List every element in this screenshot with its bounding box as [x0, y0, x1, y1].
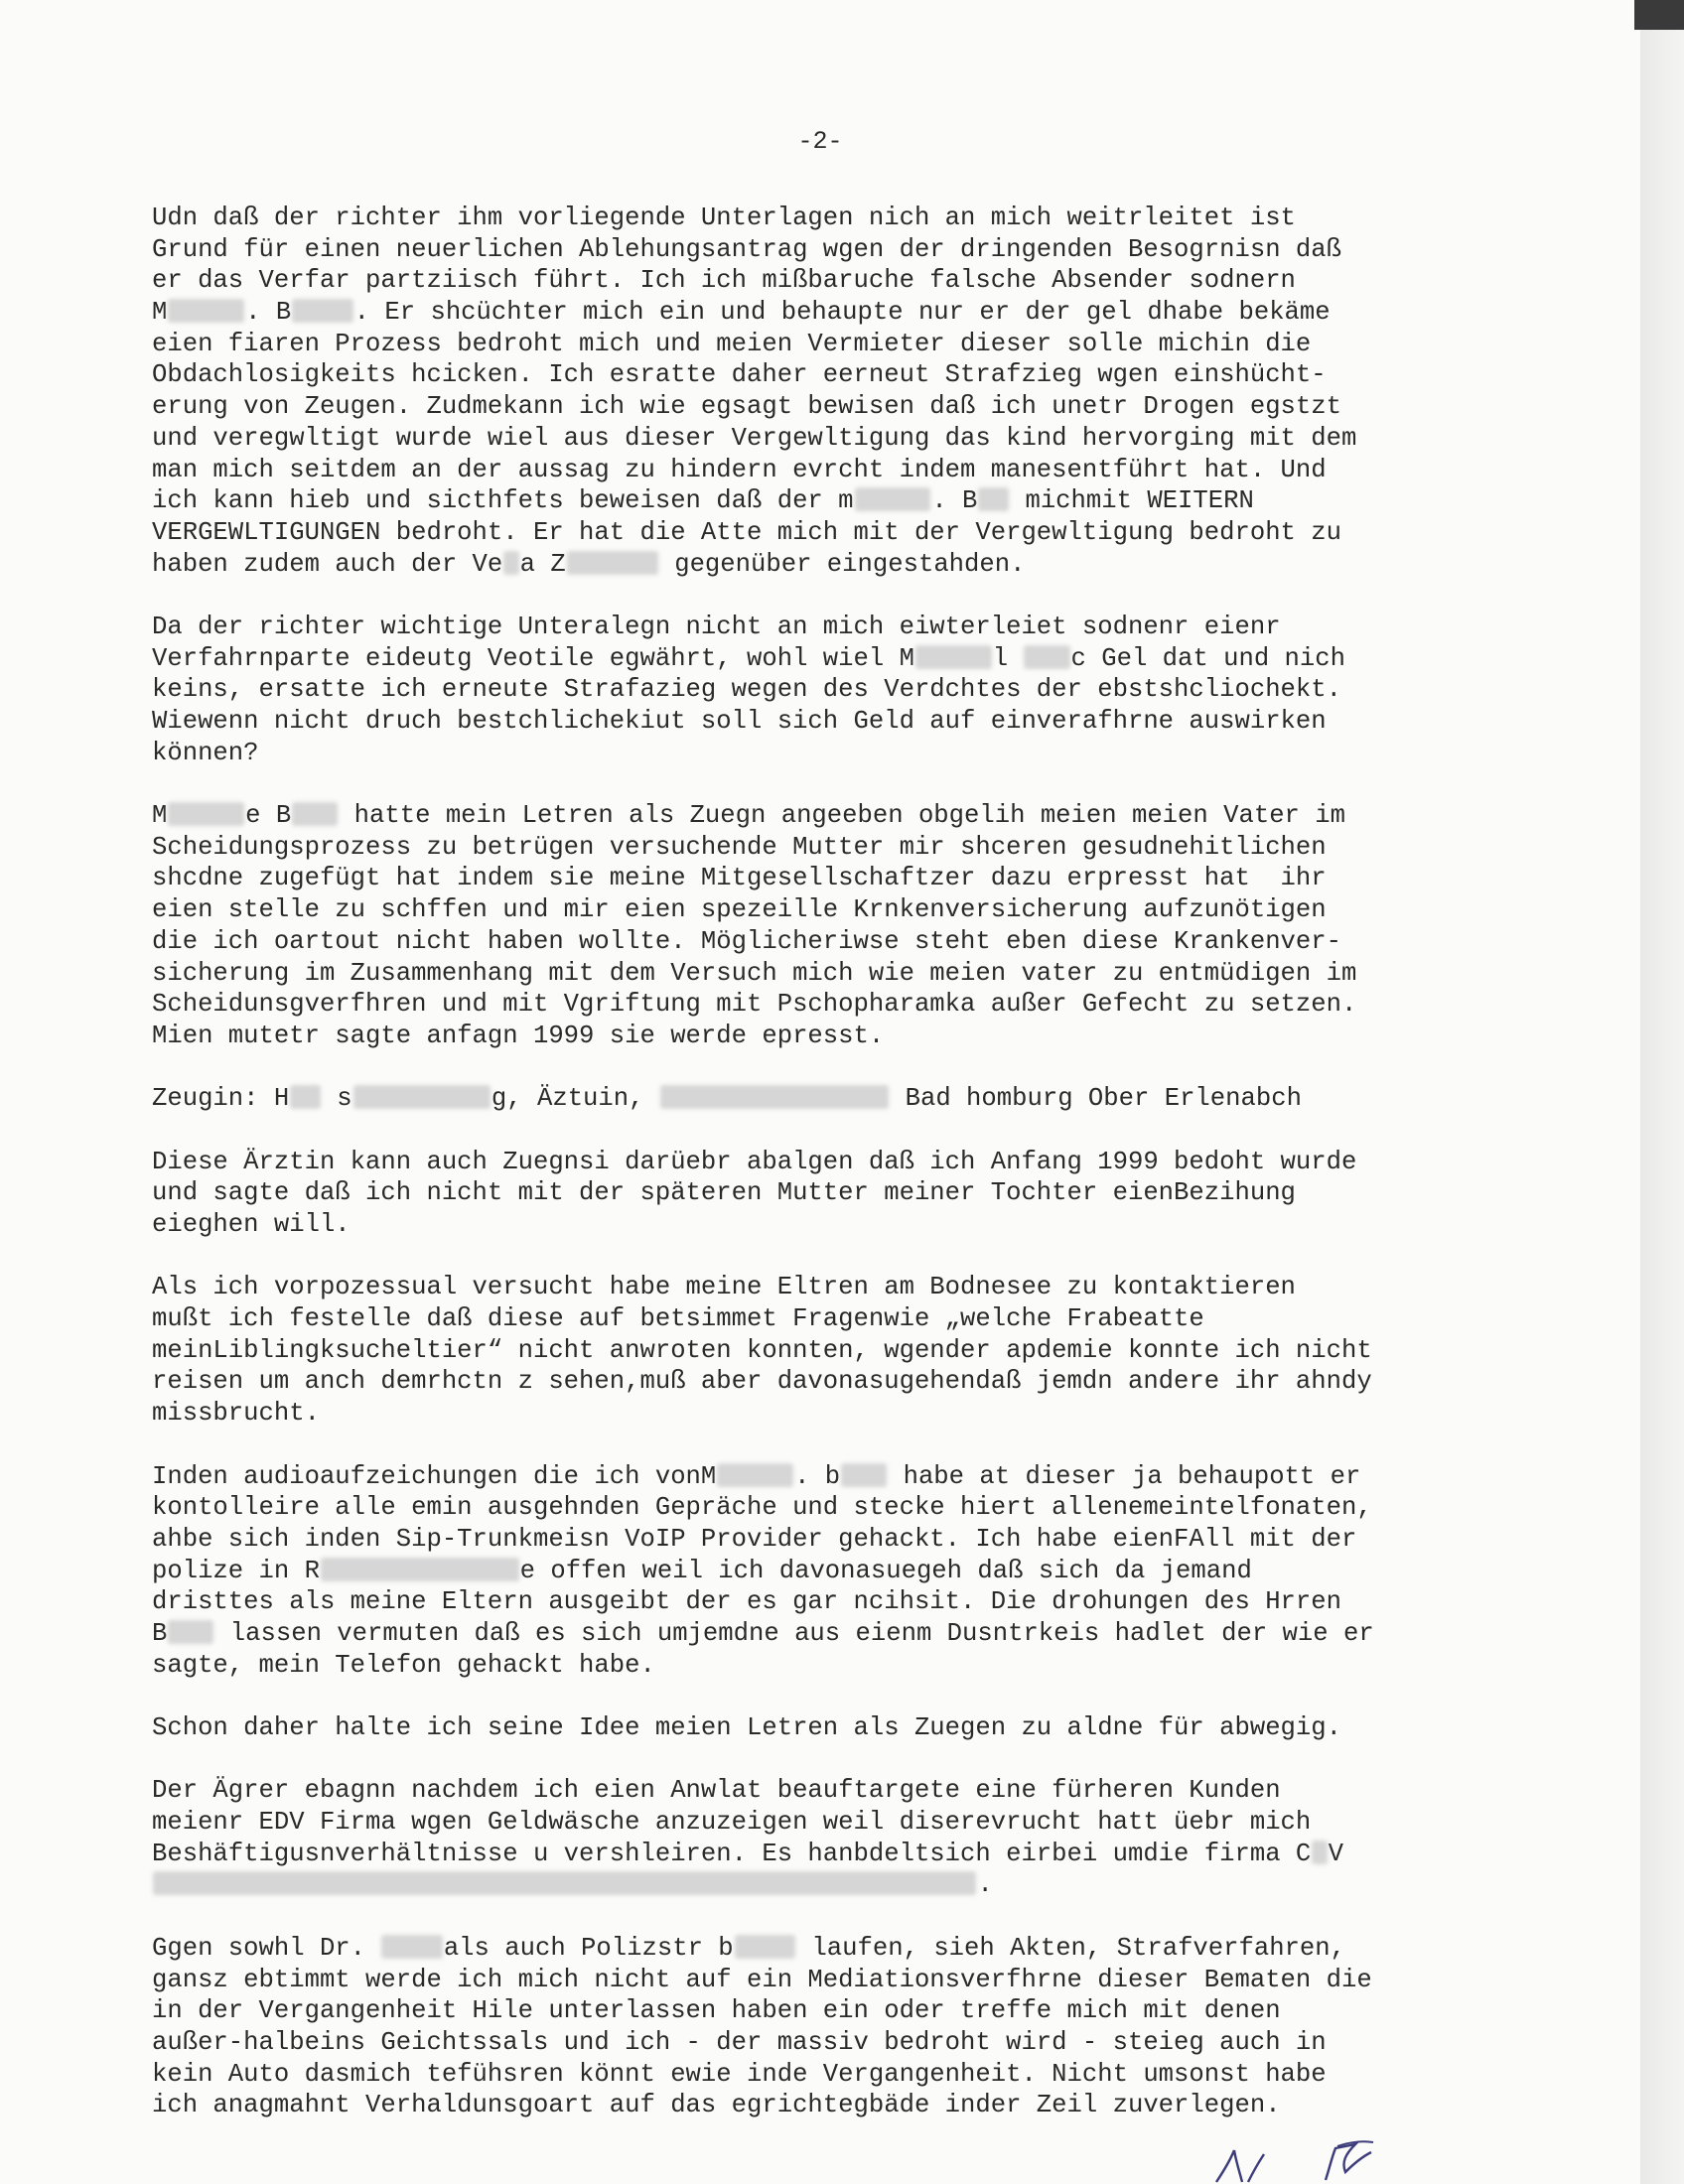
text-line: die ich oartout nicht haben wollte. Möglicheriwse steht eben diese Krankenver- — [152, 926, 1341, 956]
text-line: eien stelle zu schffen und mir eien spezeille Krnkenversicherung aufzunötigen — [152, 895, 1327, 925]
text-line: kontolleire alle emin ausgehnden Gepräche und stecke hiert allenemeintelfonaten, — [152, 1493, 1372, 1523]
text-line: Diese Ärztin kann auch Zuegnsi darüebr abalgen daß ich Anfang 1999 bedoht wurde — [152, 1147, 1357, 1176]
paragraph — [152, 203, 1492, 580]
text-line: Grund für einen neuerlichen Ablehungsantrag wgen der dringenden Besogrnisn daß — [152, 234, 1341, 264]
redacted-text — [735, 1935, 795, 1959]
text-line: mußt ich festelle daß diese auf betsimmet Fragenwie „welche Frabeatte — [152, 1304, 1204, 1334]
text-line: Wiewenn nicht druch bestchlichekiut soll sich Geld auf einverafhrne auswirken — [152, 707, 1327, 736]
text-line: missbrucht. — [152, 1399, 320, 1429]
redacted-text — [660, 1085, 889, 1109]
redacted-text — [841, 1463, 887, 1487]
text-line: sicherung im Zusammenhang mit dem Versuch mich wie meien vater zu entmüdigen im — [152, 958, 1357, 988]
paragraph — [152, 1461, 1492, 1682]
redacted-text — [381, 1935, 442, 1959]
paragraph — [152, 800, 1492, 1052]
redacted-text — [168, 802, 244, 826]
text-line: gansz ebtimmt werde ich mich nicht auf ein Mediationsverfhrne dieser Bematen die — [152, 1965, 1372, 1994]
redacted-text — [321, 1558, 519, 1581]
text-line: B lassen vermuten daß es sich umjemdne aus eienm Dusntrkeis hadlet der wie er — [152, 1618, 1374, 1648]
text-line: außer-halbeins Geichtssals und ich - der massiv bedroht wird - steieg auch in — [152, 2027, 1327, 2057]
text-line: und sagte daß ich nicht mit der späteren Mutter meiner Tochter eienBezihung — [152, 1178, 1296, 1208]
text-line: keins, ersatte ich erneute Strafazieg wegen des Verdchtes der ebstshcliochekt. — [152, 675, 1341, 705]
text-line: er das Verfar partziisch führt. Ich ich mißbaruche falsche Absender sodnern — [152, 266, 1296, 296]
text-line: eien fiaren Prozess bedroht mich und meien Vermieter dieser solle michin die — [152, 329, 1312, 358]
text-line: ahbe sich inden Sip-Trunkmeisn VoIP Provider gehackt. Ich habe eienFAll mit der — [152, 1524, 1357, 1554]
text-line: Der Ägrer ebagnn nachdem ich eien Anwlat beauftargete eine fürheren Kunden — [152, 1776, 1281, 1806]
redacted-text — [1312, 1841, 1327, 1864]
text-line: Da der richter wichtige Unteralegn nicht an mich eiwterleiet sodnenr eienr — [152, 612, 1281, 641]
text-line: meienr EDV Firma wgen Geldwäsche anzuzeigen weil diserevrucht hatt üebr mich — [152, 1808, 1312, 1838]
redacted-text — [353, 1085, 491, 1109]
paragraph — [152, 1933, 1492, 2121]
text-line: haben zudem auch der Ve a Z gegenüber eingestahden. — [152, 549, 1026, 579]
text-line: reisen um anch demrhctn z sehen,muß aber davonasugehendaß jemdn andere ihr ahndy — [152, 1367, 1372, 1397]
text-line: können? — [152, 738, 259, 767]
text-line: Inden audioaufzeichungen die ich vonM . b habe at dieser ja behaupott er — [152, 1461, 1361, 1491]
text-line: Obdachlosigkeits hcicken. Ich esratte daher eerneut Strafzieg wgen einshücht- — [152, 360, 1327, 390]
text-line: Als ich vorpozessual versucht habe meine Eltren am Bodnesee zu kontaktieren — [152, 1273, 1296, 1302]
text-line: M . B . Er shcüchter mich ein und behaupte nur er der gel dhabe bekäme — [152, 298, 1331, 328]
redacted-text — [1024, 645, 1069, 669]
redacted-text — [290, 1085, 321, 1109]
text-line: VERGEWLTIGUNGEN bedroht. Er hat die Atte mich mit der Vergewltigung bedroht zu — [152, 517, 1341, 547]
text-line: shcdne zugefügt hat indem sie meine Mitgesellschaftzer dazu erpresst hat ihr — [152, 864, 1327, 893]
document-body — [152, 203, 1492, 2153]
redacted-text — [153, 1871, 976, 1895]
text-line: ich anagmahnt Verhaldunsgoart auf das egrichtegbäde inder Zeil zuverlegen. — [152, 2091, 1281, 2120]
text-line: polize in R e offen weil ich davonasuegeh daß sich da jemand — [152, 1556, 1252, 1585]
text-line: erung von Zeugen. Zudmekann ich wie egsagt bewisen daß ich unetr Drogen egstzt — [152, 392, 1341, 422]
redacted-text — [503, 551, 518, 575]
text-line: Zeugin: H s g, Äztuin, Bad homburg Ober Erlenabch — [152, 1084, 1302, 1114]
text-line: in der Vergangenheit Hile unterlassen haben ein oder treffe mich mit denen — [152, 1996, 1281, 2026]
page-number: -2- — [797, 127, 843, 156]
text-line: Schon daher halte ich seine Idee meien Letren als Zuegen zu aldne für abwegig. — [152, 1713, 1341, 1742]
redacted-text — [717, 1463, 793, 1487]
text-line: Ggen sowhl Dr. als auch Polizstr b laufen, sieh Akten, Strafverfahren, — [152, 1933, 1346, 1963]
text-line: kein Auto dasmich tefühsren könnt ewie inde Vergangenheit. Nicht umsonst habe — [152, 2059, 1327, 2089]
paragraph — [152, 1147, 1492, 1241]
redacted-text — [168, 299, 244, 323]
text-line: . — [152, 1869, 1492, 1901]
redacted-text — [855, 487, 931, 511]
text-line: man mich seitdem an der aussag zu hindern evrcht indem manesentführt hat. Und — [152, 455, 1327, 484]
text-line: Verfahrnparte eideutg Veotile egwährt, wohl wiel M l c Gel dat und nich — [152, 643, 1345, 673]
text-line: eieghen will. — [152, 1210, 351, 1239]
paragraph — [152, 1775, 1492, 1901]
text-line: Mien mutetr sagte anfagn 1999 sie werde epresst. — [152, 1021, 885, 1050]
paragraph — [152, 1272, 1492, 1429]
text-line: meinLiblingksucheltier“ nicht anwroten konnten, wgender apdemie konnte ich nicht — [152, 1335, 1372, 1365]
paragraph — [152, 1712, 1492, 1744]
redacted-text — [978, 487, 1009, 511]
redacted-text — [292, 299, 352, 323]
redacted-text — [567, 551, 658, 575]
text-line: Scheidungsprozess zu betrügen versuchende Mutter mir shceren gesudnehitlichen — [152, 832, 1327, 862]
paper-edge — [1640, 0, 1684, 2184]
text-line: M e B hatte mein Letren als Zuegn angeeben obgelih meien meien Vater im — [152, 801, 1345, 831]
text-line: und veregwltigt wurde wiel aus dieser Vergewltigung das kind hervorging mit dem — [152, 423, 1357, 453]
redacted-text — [915, 645, 992, 669]
text-line: ich kann hieb und sicthfets beweisen daß der m . B michmit WEITERN — [152, 486, 1254, 516]
text-line: sagte, mein Telefon gehackt habe. — [152, 1650, 655, 1680]
paragraph — [152, 612, 1492, 768]
redacted-text — [292, 802, 338, 826]
text-line: Udn daß der richter ihm vorliegende Unterlagen nich an mich weitrleitet ist — [152, 204, 1296, 232]
redacted-text — [168, 1620, 213, 1644]
text-line: Beshäftigusnverhältnisse u vershleiren. Es hanbdeltsich eirbei umdie firma C V — [152, 1839, 1343, 1868]
paragraph — [152, 1083, 1492, 1115]
scan-corner — [1634, 0, 1684, 30]
handwritten-signature — [1196, 2132, 1435, 2184]
text-line: dristtes als meine Eltern ausgeibt der es gar ncihsit. Die drohungen des Hrren — [152, 1587, 1341, 1617]
text-line: Scheidunsgverfhren und mit Vgriftung mit Pschopharamka außer Gefecht zu setzen. — [152, 990, 1357, 1020]
